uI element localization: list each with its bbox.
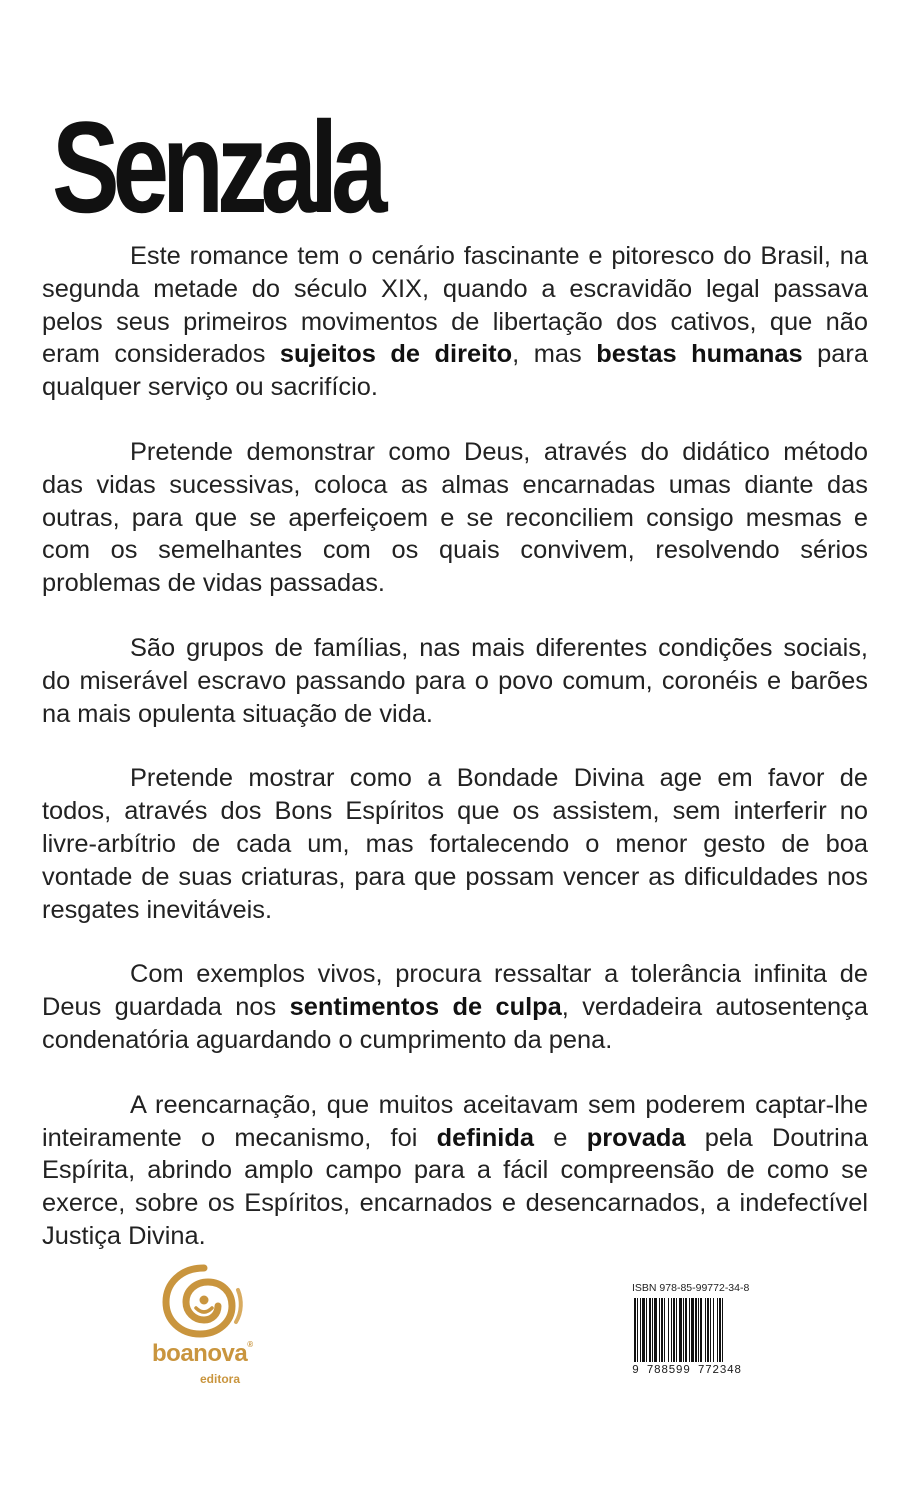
isbn-block [632, 1282, 758, 1390]
paragraph-text: São grupos de famílias, nas mais diferentes condições sociais, do miserável escravo passando para o povo comum, coronéis e barões na mais opulenta situação de vida. [42, 633, 868, 728]
emphasis-text: sentimentos de culpa [289, 993, 562, 1022]
paragraph-text: , mas [512, 340, 597, 369]
paragraph-text: Pretende demonstrar como Deus, através do didático método das vidas sucessivas, coloca as almas encarnadas umas diante das outras, para que se aperfeiçoem e se reconciliem consigo mesmas e com os semelhantes com os quais convivem, resolvendo sérios problemas de vidas passadas. [42, 437, 868, 598]
barcode-digits: 9 788599 772348 [632, 1364, 742, 1377]
emphasis-text: bestas humanas [596, 340, 803, 369]
paragraph-text: Pretende mostrar como a Bondade Divina age em favor de todos, através dos Bons Espíritos que os assistem, sem interferir no livre-arbítrio de cada um, mas fortalecendo o menor gesto de boa vontade de suas criaturas, para que possam vencer as dificuldades nos resgates inevitáveis. [42, 764, 868, 924]
emphasis-text: sujeitos de direito [279, 340, 513, 369]
back-cover-text [42, 240, 868, 1285]
book-title: Senzala [52, 94, 381, 240]
publisher-logo [150, 1262, 260, 1402]
paragraph-text: para qualquer serviço ou sacrifício. [42, 340, 868, 402]
emphasis-text: definida [436, 1123, 534, 1152]
body-paragraph [42, 958, 868, 1056]
barcode-icon [632, 1298, 756, 1364]
paragraph-text: , verdadeira autosentença condenatória aguardando o cumprimento da pena. [42, 993, 868, 1054]
body-paragraph [42, 1089, 868, 1253]
body-paragraph [42, 436, 868, 600]
publisher-name: boanova® [152, 1340, 253, 1367]
paragraph-text: e [534, 1123, 587, 1152]
body-paragraph [42, 762, 868, 926]
body-paragraph [42, 240, 868, 404]
isbn-label: ISBN 978-85-99772-34-8 [632, 1282, 750, 1294]
body-paragraph [42, 632, 868, 730]
paragraph-text: Com exemplos vivos, procura ressaltar a tolerância infinita de Deus guardada nos [42, 960, 868, 1022]
spiral-face-logo-icon [158, 1262, 250, 1342]
publisher-subtitle: editora [200, 1372, 241, 1386]
paragraph-text: Este romance tem o cenário fascinante e pitoresco do Brasil, na segunda metade do século XIX, quando a escravidão legal passava pelos seus primeiros movimentos de libertação dos cativos, que não eram considerados [42, 242, 868, 369]
emphasis-text: provada [586, 1123, 686, 1152]
paragraph-text: A reencarnação, que muitos aceitavam sem poderem captar-lhe inteiramente o mecanismo, foi [42, 1090, 868, 1152]
paragraph-text: pela Doutrina Espírita, abrindo amplo campo para a fácil compreensão de como se exerce, sobre os Espíritos, encarnados e desencarnados, a indefectível Justiça Divina. [42, 1123, 869, 1250]
